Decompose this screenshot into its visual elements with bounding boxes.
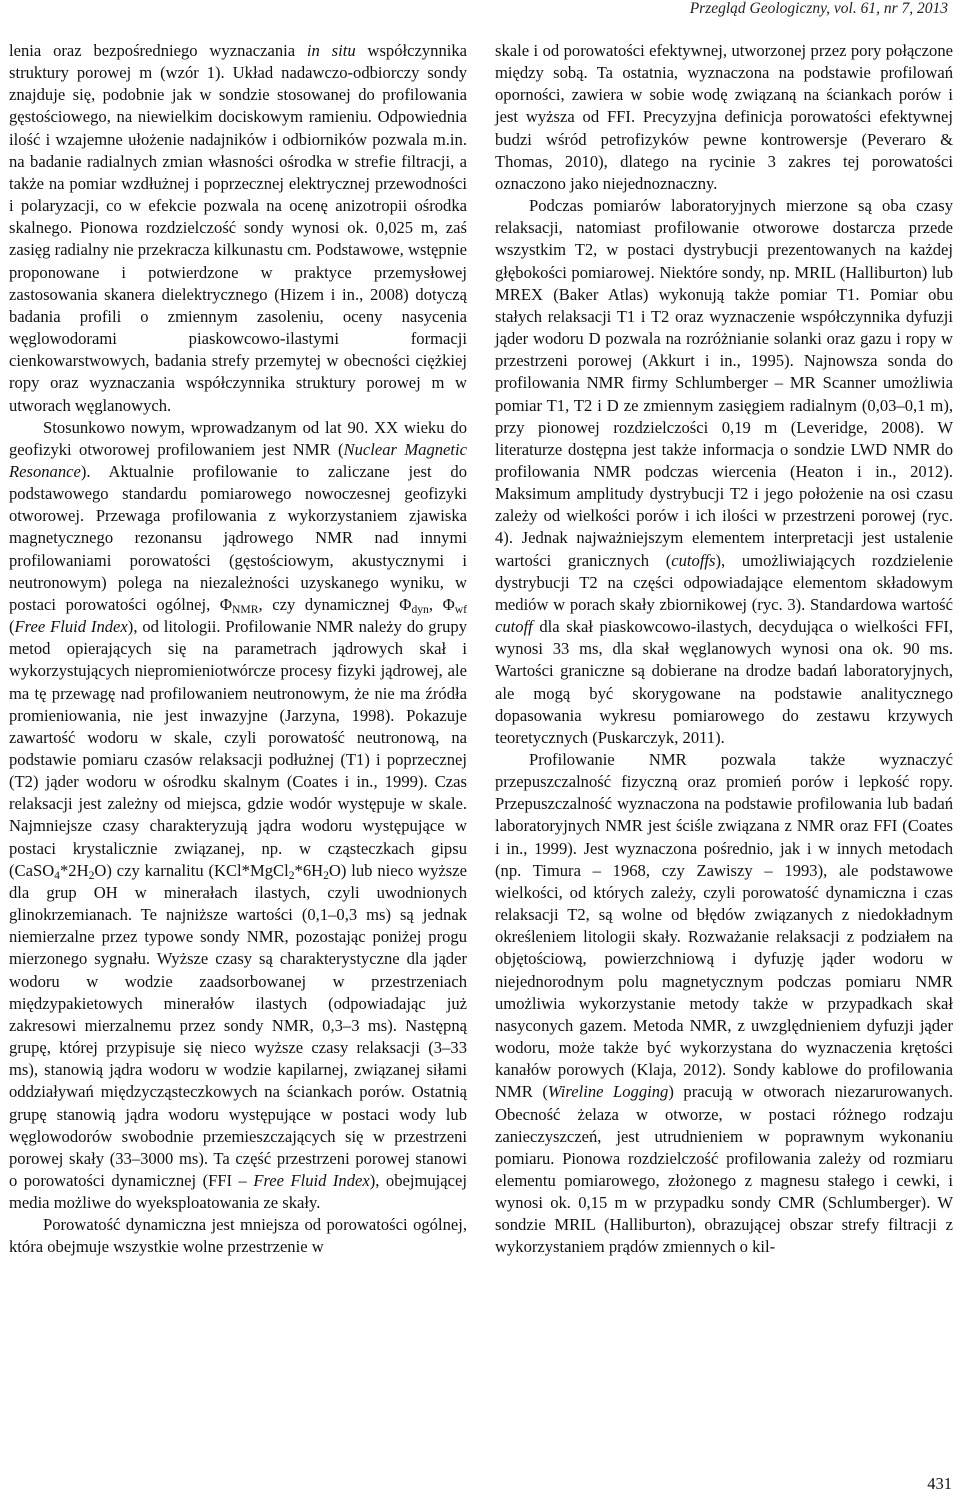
paragraph xyxy=(9,40,467,417)
text-run: *2H xyxy=(59,860,89,880)
italic-term: cutoff xyxy=(495,617,533,637)
paragraph xyxy=(495,749,953,1259)
right-column xyxy=(495,40,953,1259)
italic-term: Free Fluid Index xyxy=(14,617,128,637)
subscript: 4 xyxy=(54,868,60,882)
subscript: 2 xyxy=(88,868,95,882)
paragraph xyxy=(495,195,953,749)
subscript: wf xyxy=(454,602,468,616)
left-column xyxy=(9,40,467,1259)
italic-term: cutoffs xyxy=(671,550,716,570)
text-run: *6H xyxy=(294,860,324,880)
subscript: dyn xyxy=(411,602,429,616)
text-run: ), umożliwiających rozdzielenie dystrybucji T2 na części odpowiadające elementom składowym mediów w porach skały zbiornikowej (ryc. 3). Standardowa wartość xyxy=(495,550,954,614)
text-run: ), obejmującej media możliwe do wyeksploatowania ze skały. xyxy=(9,1170,467,1213)
text-run: Podczas pomiarów laboratoryjnych mierzone są oba czasy relaksacji, natomiast profilowanie otworowe dostarcza przede wszystkim T2, w postaci dystrybucji prezentowanych na każdej głębokości pomiarowej. Niektóre sondy, np. MRIL (Halliburton) lub MREX (Baker Atlas) wykonują także pomiar T1. Pomiar obu stałych relaksacji T1 i T2 oraz wyznaczenie współczynnika dyfuzji jąder wodoru D pozwala na rozróżnianie solanki oraz gazu i ropy w przestrzeni porowej (Akkurt i in., 1995). Najnowsza sonda do profilowania NMR firmy Schlumberger – MR Scanner umożliwia pomiar T1, T2 i D ze zmiennym zasięgiem radialnym (0,03–0,1 m), przy pionowej rozdzielczości 0,19 m (Leveridge, 2008). W literaturze dostępna jest także informacja o sondzie LWD NMR do profilowania NMR podczas wiercenia (Heaton i in., 2012). Maksimum amplitudy dystrybucji T2 i jego położenie na osi czasu zależy od wielkości porów i ich ilości w przestrzeni porowej (ryc. 4). Jednak najważniejszym elementem interpretacji jest ustalenie wartości granicznych ( xyxy=(495,196,953,570)
text-run: O) czy karnalitu (KCl*MgCl xyxy=(94,860,289,880)
text-run: Profilowanie NMR pozwala także wyznaczyć przepuszczalność fizyczną oraz promień porów i lepkość ropy. Przepuszczalność wyznaczona na podstawie profilowania lub badań laboratoryjnych NMR jest ściśle związana z NMR oraz FFI (Coates i in., 1999). Jest wyznaczona pośrednio, jak i w innych metodach (np. Timura – 1968, czy Zawiszy – 1993), ale podstawowe wielkości, od których zależy, czyli porowatość dynamiczna i czas relaksacji T2, są wolne od błędów związanych z niedokładnym określeniem litologii skały. Rozważanie relaksacji z podziałem na objętościową, powierzchniową i dyfuzję jąder wodoru w niejednorodnym polu magnetycznym podczas pomiaru NMR umożliwia wykorzystanie metody także w przypadkach skał nasyconych gazem. Metoda NMR, z uwzględnieniem dyfuzji jąder wodoru, może także być wykorzystana do wyznaczenia krętości kanałów porowych (Klaja, 2012). Sondy kablowe do profilowania NMR ( xyxy=(495,750,953,1102)
italic-term: Nuclear Magnetic Resonance xyxy=(9,439,467,481)
text-run: lenia oraz bezpośredniego wyznaczania xyxy=(9,41,307,60)
paragraph: skale i od porowatości efektywnej, utworzonej przez pory połączone między sobą. Ta ostatnia, wyznaczona na podstawie profilowań oporności, zawiera w sobie wodę związaną na ściankach porów i jest wyższa od FFI. Precyzyjna definicja porowatości efektywnej budzi wśród petrofizyków pewne kontrowersje (Peveraro & Thomas, 2010), dlatego na rycinie 3 zakres tej porowatości oznaczono jako niejednoznaczny. xyxy=(495,41,953,193)
page-number: 431 xyxy=(927,1474,952,1493)
text-run: współczynnika struktury porowej m (wzór 1). Układ nadawczo-odbiorczy sondy znajduje się, podobnie jak w sondzie stosowanej do profilowania gęstościowego, na niewielkim dociskowym ramieniu. Odpowiednia ilość i wzajemne ułożenie nadajników i odbiorników pozwala m.in. na badanie radialnych zmian własności ośrodka w strefie filtracji, a także na pomiar wzdłużnej i poprzecznej elektrycznej przewodności i polaryzacji, co w efekcie pozwala na ocenę anizotropii ośrodka skalnego. Pionowa rozdzielczość sondy wynosi ok. 0,025 m, zaś zasięg radialny nie przekracza kilkunastu cm. Podstawowe, wstępnie proponowane i potwierdzone w praktyce przemysłowej zastosowania skanera dielektrycznego (Hizem i in., 2008) dotyczą badania profili o zmiennym zasoleniu, oceny nasycenia węglowodorami piaskowcowo-ilastymi formacji cienkowarstwowych, badania strefy przemytej w obecności ciężkiej ropy oraz wyznaczania współczynnika struktury porowej m w utworach węglanowych. xyxy=(9,41,468,415)
text-run: , Φ xyxy=(428,594,455,614)
subscript: 2 xyxy=(288,868,295,882)
subscript: 2 xyxy=(323,868,329,882)
italic-term: Wireline Logging xyxy=(547,1082,669,1102)
text-run: ), od litologii. Profilowanie NMR należy do grupy metod opierających się na parametrach jądrowych skał i wykorzystujących niepromieniotwórcze procesy fizyki jądrowej, ale ma tę przewagę nad profilowaniem neutronowym, że nie ma źródła promieniowania, nie jest inwazyjne (Jarzyna, 1998). Pokazuje zawartość wodoru w skale, czyli porowatość neutronową, na podstawie pomiaru czasów relaksacji podłużnej (T1) i poprzecznej (T2) jąder wodoru w ośrodku skalnym (Coates i in., 1999). Czas relaksacji jest zależny od miejsca, gdzie wodór występuje w skale. Najmniejsze czasy charakteryzują jądra wodoru występujące w postaci krystalicznie związanej, np. w cząsteczkach gipsu (CaSO xyxy=(9,617,468,880)
text-run: dla skał piaskowcowo-ilastych, decydująca o wielkości FFI, wynosi 33 ms, dla skał węglanowych wynosi ona ok. 90 ms. Wartości graniczne są dobierane na drodze badań laboratoryjnych, ale mogą być skorygowane na podstawie analitycznego dopasowania wykresu pomiarowego do zestawu krzywych teoretycznych (Puskarczyk, 2011). xyxy=(495,617,953,747)
text-run: ). Aktualnie profilowanie to zaliczane jest do podstawowego standardu pomiarowego nowoczesnej geofizyki otworowej. Przewaga profilowania z wykorzystaniem zjawiska magnetycznego rezonansu jądrowego NMR nad innymi profilowaniami porowatości (gęstościowym, akustycznymi i neutronowym) polega na niezależności uzyskanego wyniku, w postaci porowatości ogólnej, Φ xyxy=(9,461,467,614)
paragraph: Porowatość dynamiczna jest mniejsza od porowatości ogólnej, która obejmuje wszystkie wolne przestrzenie w xyxy=(9,1215,467,1257)
italic-term: Free Fluid Index xyxy=(253,1170,370,1190)
text-run: ) pracują w otworach niezarurowanych. Obecność żelaza w otworze, w postaci różnego rodzaju zanieczyszczeń, jest utrudnieniem w poprawnym wykonaniu pomiaru. Pionowa rozdzielczość profilowania zależy od rozmiaru elementu pomiarowego, złożonego z magnesu stałego i cewki, i wynosi ok. 0,15 m w przypadku sondy CMR (Schlumberger). W sondzie MRIL (Halliburton), obrazującej obszar strefy filtracji z wykorzystaniem prądów zmiennych o kil- xyxy=(495,1082,954,1257)
subscript: NMR xyxy=(232,602,259,616)
journal-header: Przegląd Geologiczny, vol. 61, nr 7, 2013 xyxy=(689,0,948,17)
text-run: ( xyxy=(9,617,15,637)
italic-term: in situ xyxy=(306,41,356,60)
paragraph xyxy=(9,417,467,1215)
text-run: O) lub nieco wyższe dla grup OH w minerałach ilastych, czyli uwodnionych glinokrzemianach. Te najniższe wartości (0,1–0,3 ms) są jednak niemierzalne przez typowe sondy NMR, pozostając poniżej progu mierzonego sygnału. Wyższe czasy są charakterystyczne dla jąder wodoru w wodzie zaadsorbowanej w przestrzeniach międzypakietowych minerałów ilastych (odpowiadając już zakresowi mierzalnemu przez sondy NMR, 0,3–3 ms). Następną grupę, której przypisuje się nieco wyższe czasy relaksacji (3–33 ms), stanowią jądra wodoru w wodzie kapilarnej, związanej siłami oddziaływań międzycząsteczkowych na ściankach porów. Ostatnią grupę stanowią jądra wodoru występujące w postaci wody lub węglowodorów swobodnie przemieszczających się w przestrzeni porowej skały (33–3000 ms). Ta część przestrzeni porowej stanowi o porowatości dynamicznej (FFI – xyxy=(9,860,467,1190)
text-run: , czy dynamicznej Φ xyxy=(258,594,412,614)
text-run: Stosunkowo nowym, wprowadzanym od lat 90. XX wieku do geofizyki otworowej profilowaniem jest NMR ( xyxy=(9,417,467,459)
